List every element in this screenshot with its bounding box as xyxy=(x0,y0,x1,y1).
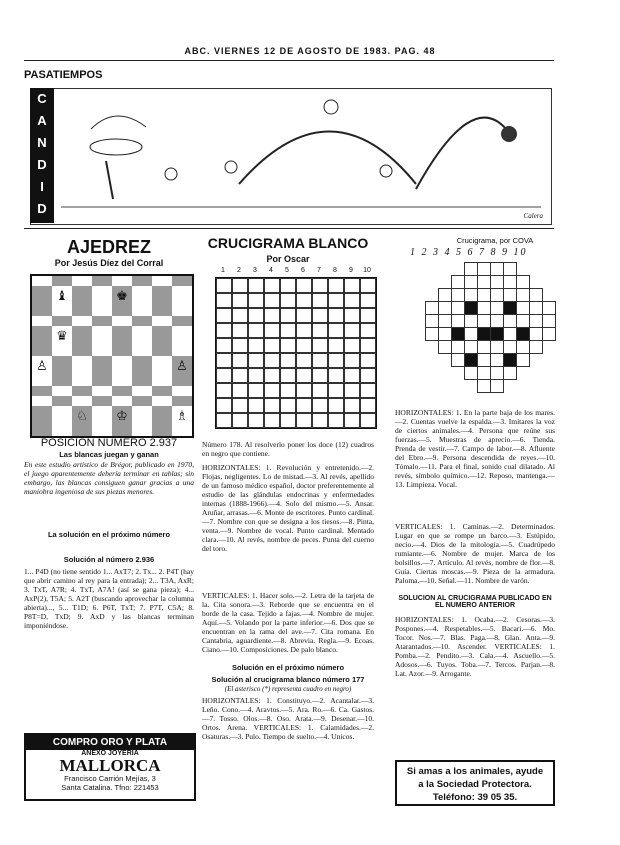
crossword-next: Solución en el próximo número xyxy=(231,663,345,672)
crossword-cell xyxy=(216,353,232,368)
crossword-cell xyxy=(312,383,328,398)
chess-next: La solución en el próximo número xyxy=(47,530,171,539)
gold-ad-subtitle: ANEXO JOYERIA xyxy=(81,750,139,757)
column-number: 10 xyxy=(363,267,371,274)
cova-solution-title: SOLUCION AL CRUCIGRAMA PUBLICADO EN EL NUMERO ANTERIOR xyxy=(398,595,552,609)
chess-solution-text: 1... P4D (no tiene sentido 1... AxT7; 2. Tx... 2. P4T (hay que abrir camino al rey para la entrada); 2... T3A, AxR; 3. TxT, A7R; 4. TxT, A7A! (así se gana pieza); 4... AxP(2), T5A; 5. A2T (buscando aprovechar la columna abierta)..., 5... T1D; 6. P6T, TxT; 7. P7T, C5A; 8. P8T=D, TxD; 9. AxD y las blancas terminan imponiéndose. xyxy=(24,567,194,630)
cova-cell xyxy=(425,301,439,315)
crossword-cell xyxy=(312,413,328,428)
animals-ad-phone: Teléfono: 39 05 35. xyxy=(432,792,518,803)
crossword-cell xyxy=(280,323,296,338)
cova-cell xyxy=(490,301,504,315)
crossword-cell xyxy=(344,323,360,338)
chess-solution-title: Solución al número 2.936 xyxy=(63,555,155,564)
cova-cell xyxy=(464,314,478,328)
cova-cell xyxy=(490,314,504,328)
cova-cell xyxy=(490,288,504,302)
crossword-cell xyxy=(280,353,296,368)
cova-cell xyxy=(503,275,517,289)
page-header: ABC. VIERNES 12 DE AGOSTO DE 1983. PAG. 48 xyxy=(184,46,436,56)
crossword-cell xyxy=(328,278,344,293)
crossword-title: CRUCIGRAMA BLANCO xyxy=(207,235,369,251)
cova-cell xyxy=(490,340,504,354)
crossword-cell xyxy=(296,323,312,338)
animals-ad xyxy=(395,760,555,806)
crossword-cell xyxy=(248,338,264,353)
cova-cell xyxy=(490,353,504,367)
column-number: 5 xyxy=(285,267,289,274)
cova-cell xyxy=(477,353,491,367)
crossword-cell xyxy=(280,278,296,293)
candido-letter: D xyxy=(37,157,47,172)
crossword-cell xyxy=(264,338,280,353)
cova-cell xyxy=(451,314,465,328)
crossword-cell xyxy=(280,308,296,323)
crossword-cell xyxy=(360,413,376,428)
cova-cell xyxy=(516,275,530,289)
chess-intro: En este estudio artístico de Brégor, publicado en 1970, el juego aparentemente debería terminar en tablas; sin embargo, las blancas consiguen ganar gracias a una maniobra ingeniosa de sus piezas menores. xyxy=(24,460,194,496)
crossword-cell xyxy=(216,338,232,353)
crossword-cell xyxy=(312,293,328,308)
cova-cell xyxy=(516,340,530,354)
crossword-cell xyxy=(360,353,376,368)
cova-verticales: VERTICALES: 1. Caminas.—2. Determinados. Lugar en que se rompe un barco.—3. Estúpido, necio.—4. Dios de la mitología.—5. Cuadrúpedo rumiante.—6. Nombre de mujer. Marca de los bolsillos.—7. Artículo. Al revés, nombre de flor.—8. Guía. Ciertas moscas.—9. Pieza de la armadura. Paloma.—10. Señal.—11. Nombre de varón. xyxy=(395,522,555,585)
chess-board: ♝ ♚ ♛ ♙ ♙ ♘ ♔ ♗ xyxy=(30,274,194,438)
column-number: 3 xyxy=(253,267,257,274)
cova-horizontales: HORIZONTALES: 1. En la parte baja de los mares.—2. Cuentas vuelve la espalda.—3. Imitares la voz de ciertos animales.—4. Persona que reúne sus fuerzas.—5. Muestras de aprecio.—6. Tienda. Prenda de vestir.—7. Campo de labor.—8. Afluente del Ebro.—9. Persona descendida de reyes.—10. Tómalo.—11. Para el final, sonido cual dilatado. Al revés, símbolo químico.—12. Reposo, mantenga.—13. Limpieza. Vocal. xyxy=(395,408,555,489)
crossword-cell xyxy=(248,293,264,308)
comic-illustration xyxy=(31,89,551,224)
crossword-solution-title: Solución al crucigrama blanco número 177 xyxy=(211,675,365,684)
crossword-cell xyxy=(248,323,264,338)
crossword-cell xyxy=(216,413,232,428)
gold-ad-name: MALLORCA xyxy=(59,756,161,775)
cova-cell xyxy=(529,301,543,315)
crossword-cell xyxy=(328,353,344,368)
crossword-cell xyxy=(264,353,280,368)
crossword-solution-text: HORIZONTALES: 1. Constituyo.—2. Acantalar.—3. Leño. Cono.—4. Aravtos.—5. Ara. Ro.—6. Ca. Gastos.—7. Tosso. Olos.—8. Oso. Arata.—9. Desenar.—10. Ortos. Arena. VERTICALES: 1. Calamidades.—2. Osaturas.—3. Pulo. Tiempo de suelto.—4. Unicos. xyxy=(202,696,374,741)
cova-cell xyxy=(490,275,504,289)
cova-cell xyxy=(451,353,465,367)
crossword-cell xyxy=(360,293,376,308)
crossword-cell xyxy=(344,293,360,308)
crossword-cell xyxy=(296,338,312,353)
cova-cell xyxy=(516,353,530,367)
crossword-cell xyxy=(232,383,248,398)
cova-cell xyxy=(529,288,543,302)
cova-cell xyxy=(464,262,478,276)
cova-cell xyxy=(464,340,478,354)
crossword-cell xyxy=(232,293,248,308)
column-number: 6 xyxy=(301,267,305,274)
crossword-cell xyxy=(312,398,328,413)
crossword-cell xyxy=(360,308,376,323)
crossword-cell xyxy=(232,278,248,293)
crossword-cell xyxy=(344,413,360,428)
animals-ad-line2: a la Sociedad Protectora. xyxy=(418,779,532,790)
crossword-cell xyxy=(232,368,248,383)
crossword-cell xyxy=(216,278,232,293)
crossword-cell xyxy=(360,323,376,338)
cova-grid xyxy=(425,262,555,402)
gold-ad-title: COMPRO ORO Y PLATA xyxy=(26,735,194,750)
crossword-cell xyxy=(296,398,312,413)
crossword-cell xyxy=(360,383,376,398)
cova-cell xyxy=(477,262,491,276)
crossword-cell xyxy=(280,368,296,383)
section-title: PASATIEMPOS xyxy=(24,69,103,81)
cova-cell xyxy=(451,288,465,302)
crossword-cell xyxy=(312,308,328,323)
cova-cell xyxy=(542,327,556,341)
cova-cell xyxy=(503,288,517,302)
crossword-cell xyxy=(328,323,344,338)
cova-cell xyxy=(464,327,478,341)
crossword-cell xyxy=(328,398,344,413)
cova-cell xyxy=(516,288,530,302)
crossword-cell xyxy=(264,413,280,428)
crossword-cell xyxy=(328,383,344,398)
cova-cell xyxy=(529,340,543,354)
crossword-cell xyxy=(344,308,360,323)
crossword-cell xyxy=(344,383,360,398)
cova-cell xyxy=(477,301,491,315)
crossword-cell xyxy=(328,338,344,353)
crossword-cell xyxy=(280,293,296,308)
crossword-cell xyxy=(344,368,360,383)
cova-cell xyxy=(425,314,439,328)
crossword-cell xyxy=(344,353,360,368)
header-rule xyxy=(24,60,554,61)
column-number: 8 xyxy=(333,267,337,274)
cova-cell xyxy=(477,275,491,289)
cova-cell xyxy=(503,314,517,328)
crossword-verticales: VERTICALES: 1. Hacer solo.—2. Letra de la tarjeta de la. Cita sonora.—3. Reborde que se encuentra en el borde de la casa. Tejido a fajas.—4. Nombre de mujer. Aquí.—5. Volando por la parte inferior.—6. Dos que se encuentran en la rama del ave.—7. Cita romana. En Cantabria, aguardiente.—8. Abrevia. Regla.—9. Ecoas. Ciano.—10. Composiciones. De palo blanco. xyxy=(202,591,374,654)
crossword-intro: Número 178. Al resolverlo poner los doce (12) cuadros en negro que contiene. xyxy=(202,440,374,458)
crossword-cell xyxy=(232,413,248,428)
crossword-cell xyxy=(296,413,312,428)
chess-author: Por Jesús Díez del Corral xyxy=(54,258,164,268)
crossword-cell xyxy=(280,398,296,413)
cova-solution-text: HORIZONTALES: 1. Ocaba.—2. Cesoras.—3. Pospones.—4. Respetables.—5. Bacari.—6. Mo. Tocor. Nos.—7. Blas. Paga.—8. Glan. Anta.—9. Atarantados.—10. Ascender. VERTICALES: 1. Pomba.—2. Pendito.—3. Cala.—4. Ascuello.—5. Adosos.—6. Tuyos. Toba.—7. Tercos. Parjan.—8. Lat. Azor.—9. Arrogante. xyxy=(395,615,555,678)
crossword-cell xyxy=(328,413,344,428)
crossword-cell xyxy=(280,383,296,398)
crossword-cell xyxy=(264,383,280,398)
crossword-cell xyxy=(216,368,232,383)
cova-cell xyxy=(516,327,530,341)
cova-numbers: 1 2 3 4 5 6 7 8 9 10 xyxy=(410,247,528,258)
chess-subtitle: Las blancas juegan y ganan xyxy=(59,450,159,459)
cova-cell xyxy=(477,314,491,328)
cova-cell xyxy=(438,288,452,302)
gold-ad-address: Francisco Carrión Mejías, 3 xyxy=(64,774,156,783)
crossword-cell xyxy=(232,398,248,413)
cova-cell xyxy=(516,314,530,328)
candido-letter: D xyxy=(37,201,47,216)
cova-cell xyxy=(503,327,517,341)
crossword-cell xyxy=(216,323,232,338)
cova-cell xyxy=(451,301,465,315)
crossword-cell xyxy=(296,383,312,398)
cova-cell xyxy=(438,314,452,328)
crossword-cell xyxy=(360,278,376,293)
crossword-cell xyxy=(344,338,360,353)
crossword-cell xyxy=(248,398,264,413)
crossword-cell xyxy=(328,308,344,323)
cova-cell xyxy=(477,340,491,354)
crossword-cell xyxy=(296,278,312,293)
cova-cell xyxy=(490,379,504,393)
crossword-cell xyxy=(248,353,264,368)
column-number: 1 xyxy=(221,267,225,274)
cova-cell xyxy=(503,353,517,367)
candido-letter: N xyxy=(37,135,47,150)
crossword-cell xyxy=(312,338,328,353)
cova-cell xyxy=(503,340,517,354)
cova-cell xyxy=(477,288,491,302)
comic-rule xyxy=(24,228,554,229)
cova-cell xyxy=(464,366,478,380)
crossword-cell xyxy=(328,293,344,308)
crossword-cell xyxy=(216,398,232,413)
cova-cell xyxy=(490,262,504,276)
candido-letter: C xyxy=(37,91,47,106)
crossword-horizontales: HORIZONTALES: 1. Revolución y entretenido.—2. Flojas, negligentes. Lo de mistad.—3. Al revés, apellido de un famoso médico español, doctor preferentemente al estudio de las glándulas endocrinas y enfermedades internas (1888-1966).—4. Solo del mismo.—5. Ansar. Aruñar, arrasas.—6. Monte de escritores. Punto cardinal.—7. Nombre con que se designa a los tiesos.—8. Pinta, venta.—9. Nombre de vocal. Punto cardinal. Mentado clara.—10. Al revés, nombre de peces. Punta del cuerno del toro. xyxy=(202,463,374,553)
candido-letter: A xyxy=(37,113,47,128)
cova-title: Crucigrama, por COVA xyxy=(456,236,534,245)
candido-letter: I xyxy=(40,179,44,194)
crossword-column-numbers xyxy=(215,267,375,274)
column-number: 4 xyxy=(269,267,273,274)
crossword-cell xyxy=(312,353,328,368)
cova-cell xyxy=(477,379,491,393)
crossword-cell xyxy=(264,278,280,293)
crossword-cell xyxy=(360,368,376,383)
crossword-cell xyxy=(344,398,360,413)
crossword-cell xyxy=(344,278,360,293)
chess-position-number: POSICION NUMERO 2.937 xyxy=(40,437,178,449)
crossword-cell xyxy=(264,368,280,383)
cova-cell xyxy=(529,314,543,328)
crossword-cell xyxy=(312,278,328,293)
crossword-cell xyxy=(248,383,264,398)
crossword-cell xyxy=(264,308,280,323)
crossword-cell xyxy=(216,308,232,323)
cova-cell xyxy=(490,366,504,380)
cova-cell xyxy=(516,301,530,315)
crossword-cell xyxy=(248,278,264,293)
crossword-cell xyxy=(248,413,264,428)
cova-cell xyxy=(464,288,478,302)
candido-letter: O xyxy=(36,223,48,238)
animals-ad-line1: Si amas a los animales, ayude xyxy=(406,766,544,777)
column-number: 2 xyxy=(237,267,241,274)
crossword-cell xyxy=(280,413,296,428)
crossword-cell xyxy=(360,338,376,353)
crossword-cell xyxy=(296,353,312,368)
gold-ad xyxy=(24,733,196,801)
crossword-cell xyxy=(360,398,376,413)
cova-cell xyxy=(464,301,478,315)
crossword-cell xyxy=(296,308,312,323)
crossword-cell xyxy=(232,308,248,323)
comic-strip xyxy=(30,88,552,225)
crossword-cell xyxy=(264,398,280,413)
column-number: 7 xyxy=(317,267,321,274)
crossword-cell xyxy=(296,368,312,383)
crossword-cell xyxy=(296,293,312,308)
crossword-cell xyxy=(264,293,280,308)
crossword-cell xyxy=(216,383,232,398)
comic-signature: Calera xyxy=(523,212,543,220)
gold-ad-phone: Santa Catalina. Tfno: 221453 xyxy=(61,783,159,792)
cova-cell xyxy=(477,327,491,341)
crossword-cell xyxy=(312,368,328,383)
crossword-cell xyxy=(232,338,248,353)
crossword-cell xyxy=(248,368,264,383)
cova-cell xyxy=(477,366,491,380)
crossword-solution-note: (El asterisco (*) representa cuadro en negro) xyxy=(224,685,352,693)
cova-cell xyxy=(451,327,465,341)
candido-vertical-title xyxy=(30,88,54,238)
cova-cell xyxy=(451,340,465,354)
cova-cell xyxy=(490,327,504,341)
cova-cell xyxy=(529,327,543,341)
crossword-grid xyxy=(215,277,377,429)
cova-cell xyxy=(503,262,517,276)
cova-cell xyxy=(503,301,517,315)
cova-cell xyxy=(464,353,478,367)
column-number: 9 xyxy=(349,267,353,274)
crossword-cell xyxy=(232,323,248,338)
cova-cell xyxy=(542,314,556,328)
cova-cell xyxy=(464,275,478,289)
cova-cell xyxy=(542,301,556,315)
chess-title: AJEDREZ xyxy=(66,237,151,257)
cova-cell xyxy=(451,275,465,289)
crossword-cell xyxy=(264,323,280,338)
crossword-cell xyxy=(280,338,296,353)
crossword-author: Por Oscar xyxy=(266,254,310,264)
crossword-cell xyxy=(216,293,232,308)
crossword-cell xyxy=(328,368,344,383)
crossword-cell xyxy=(248,308,264,323)
cova-cell xyxy=(438,327,452,341)
crossword-cell xyxy=(232,353,248,368)
cova-cell xyxy=(438,301,452,315)
cova-cell xyxy=(438,340,452,354)
cova-cell xyxy=(503,366,517,380)
crossword-cell xyxy=(312,323,328,338)
cova-cell xyxy=(425,327,439,341)
